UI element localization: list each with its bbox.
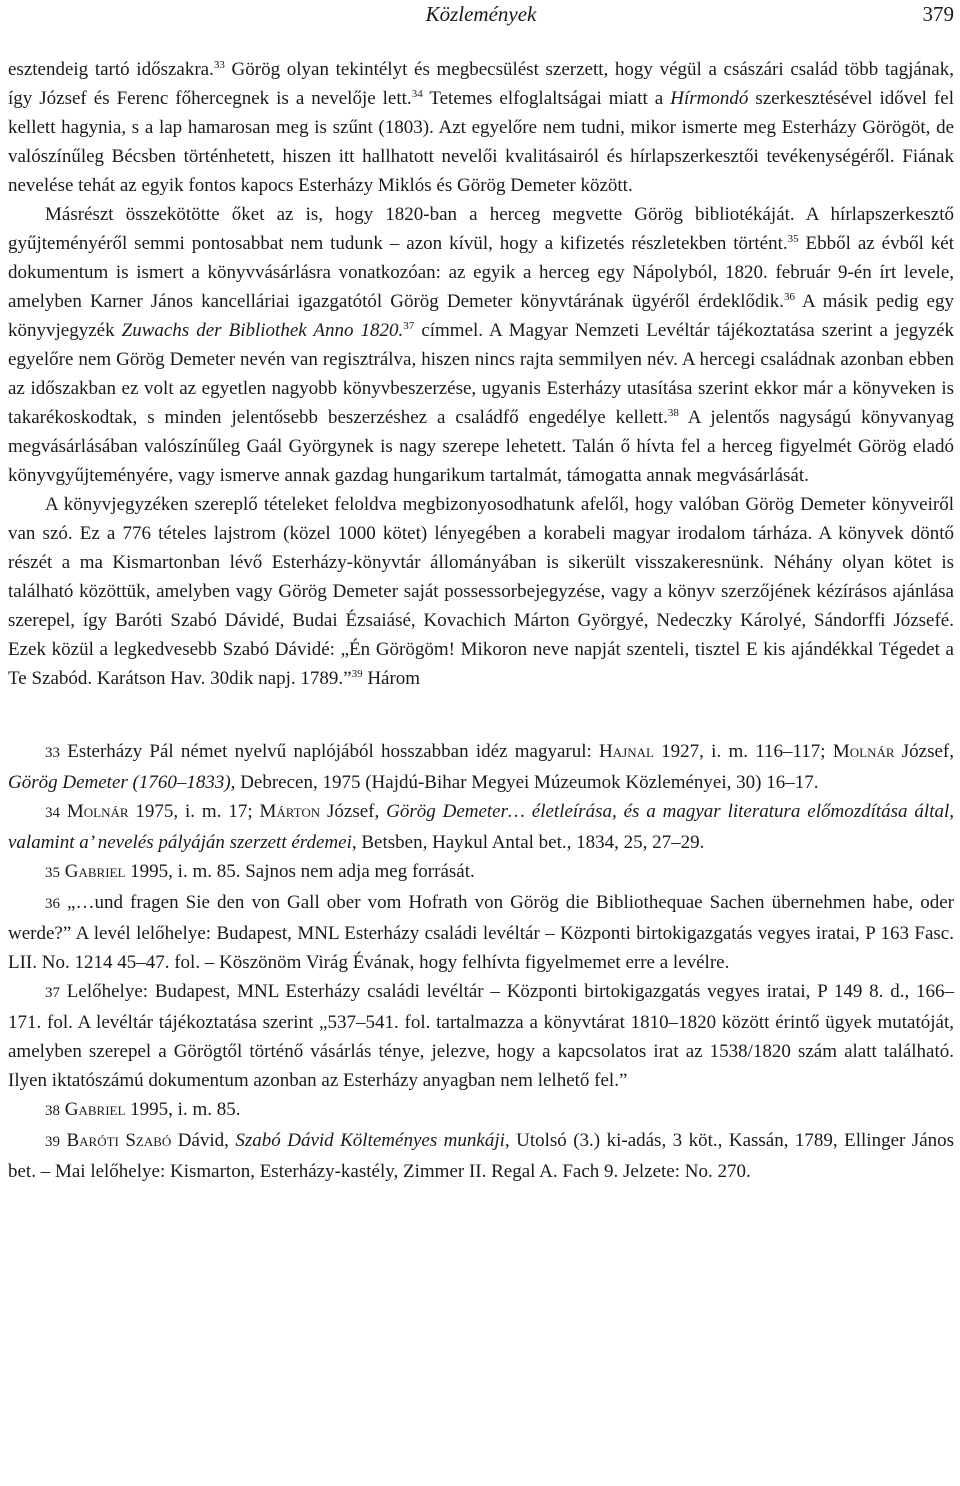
author-name: Hajnal bbox=[599, 741, 654, 762]
running-header bbox=[8, 0, 954, 28]
footnote-ref-35[interactable]: 35 bbox=[787, 233, 799, 245]
book-list-title: Zuwachs der Bibliothek Anno 1820. bbox=[121, 320, 404, 341]
footnote-37: 37 Lelőhelye: Budapest, MNL Esterházy családi levéltár – Központi birtokigazgatás vegyes iratai, P 149 8. d., 166–171. fol. A levéltár tájékoztatása szerint „537–541. fol. tartalmazza a könyvtárat 1810–1820 között érintő ügyek mutatóját, amelyben szerepel a Görögtől történő vásárlás ténye, jelezve, hogy a kapcsolatos irat az 1538/1820 szám alatt található. Ilyen iktatószámú dokumentum azonban az Esterházy anyagban nem lelhető fel.” bbox=[8, 981, 954, 1091]
author-name: Gabriel bbox=[64, 1099, 126, 1120]
footnote-36: 36 „…und fragen Sie den von Gall ober vom Hofrath von Görög die Bibliothequae Sachen übernehmen habe, oder werde?” A levél lelőhelye: Budapest, MNL Esterházy családi levéltár – Központi birtokigazgatás vegyes iratai, P 163 Fasc. LII. No. 1214 45–47. fol. – Köszönöm Virág Évának, hogy felhívta figyelmemet erre a levélre. bbox=[8, 892, 954, 973]
footnote-34: 34 Molnár 1975, i. m. 17; Márton József, Görög Demeter… életleírása, és a magyar literatura előmozdítása által, valamint a’ nevelés pályáján szerzett érdemei, Betsben, Haykul Antal bet., 1834, 25, 27–29. bbox=[8, 801, 955, 853]
page-number: 379 bbox=[922, 2, 954, 26]
periodical-title: Hírmondó bbox=[670, 88, 749, 109]
footnote-number: 39 bbox=[45, 1134, 60, 1150]
cited-title: Görög Demeter… életleírása, és a magyar literatura előmozdítása által, valamint a’ nevelés pályáján szerzett érdemei, bbox=[8, 801, 955, 853]
footnote-number: 36 bbox=[45, 896, 60, 912]
footnote-ref-37[interactable]: 37 bbox=[403, 320, 415, 332]
footnote-33: 33 Esterházy Pál német nyelvű naplójából hosszabban idéz magyarul: Hajnal 1927, i. m. 116–117; Molnár József, Görög Demeter (1760–1833), Debrecen, 1975 (Hajdú-Bihar Megyei Múzeumok Közleményei, 30) 16–17. bbox=[8, 741, 954, 793]
journal-page bbox=[8, 0, 954, 1186]
footnote-39: 39 Baróti Szabó Dávid, Szabó Dávid Költeményes munkáji, Utolsó (3.) ki-adás, 3 köt., Kassán, 1789, Ellinger János bet. – Mai lelőhelye: Kismarton, Esterházy-kastély, Zimmer II. Regal A. Fach 9. Jelzete: No. 270. bbox=[8, 1130, 955, 1182]
author-name: Márton bbox=[259, 801, 321, 822]
footnote-ref-33[interactable]: 33 bbox=[213, 59, 225, 71]
paragraph-1: esztendeig tartó időszakra.$^{33}$ Görög olyan tekintélyt és megbecsülést szerzett, hogy végül a császári család több tagjának, így József és Ferenc főhercegnek is a nevelője lett.$^{34}$ Tetemes elfoglaltságai miatt a Hírmondó szerkesztésével idővel fel kellett hagynia, s a lap hamarosan meg is szűnt (1803). Azt egyelőre nem tudni, mikor ismerte meg Esterházy Görögöt, de valószínűleg Bécsben történhetett, hiszen itt hallhatott nevelői kvalitásairól és hírlapszerkesztői tevékenységéről. Fiának nevelése tehát az egyik fontos kapocs Esterházy Miklós és Görög Demeter között. bbox=[8, 59, 954, 196]
footnote-35: 35 Gabriel 1995, i. m. 85. Sajnos nem adja meg forrását. bbox=[45, 861, 475, 882]
main-text bbox=[8, 55, 954, 693]
author-name: Molnár bbox=[832, 741, 895, 762]
footnote-38: 38 Gabriel 1995, i. m. 85. bbox=[45, 1099, 241, 1120]
paragraph-3: A könyvjegyzéken szereplő tételeket feloldva megbizonyosodhatunk afelől, hogy valóban Görög Demeter könyveiről van szó. Ez a 776 tételes lajstrom (közel 1000 kötet) lényegében a korabeli magyar irodalom tárháza. A könyvek döntő részét a ma Kismartonban lévő Esterházy-könyvtár állományában is sikerült visszakeresnünk. Néhány olyan kötet is található közöttük, amelyben vagy Görög Demeter saját possessorbejegyzése, vagy a könyv szerzőjének kézírásos ajánlása szerepel, így Baróti Szabó Dávidé, Budai Ézsaiásé, Kovachich Márton Györgyé, Nedeczky Károlyé, Sándorffi Józsefé. Ezek közül a legkedvesebb Szabó Dávidé: „Én Görögöm! Mikoron neve napját szenteli, tisztel E kis ajándékkal Tégedet a Te Szabód. Karátson Hav. 30dik napj. 1789.”$^{39}$ Három bbox=[8, 494, 954, 689]
paragraph-2: Másrészt összekötötte őket az is, hogy 1820-ban a herceg megvette Görög bibliotékáját. A hírlapszerkesztő gyűjteményéről semmi pontosabbat nem tudunk – azon kívül, hogy a kifizetés részletekben történt.$^{35}$ Ebből az évből két dokumentum is ismert a könyvvásárlásra vonatkozóan: az egyik a herceg egy Nápolyból, 1820. február 9-én írt levele, amelyben Karner János kancelláriai igazgatótól Görög Demeter könyvtárának ügyéről érdeklődik.$^{36}$ A másik pedig egy könyvjegyzék Zuwachs der Bibliothek Anno 1820.37 címmel. A Magyar Nemzeti Levéltár tájékoztatása szerint a jegyzék egyelőre nem Görög Demeter nevén van regisztrálva, hiszen nincs rajta semmilyen név. A hercegi családnak azonban ebben az időszakban ez volt az egyetlen nagyobb könyvbeszerzése, ugyanis Esterházy utasítása szerint ekkor már a könyveken is takarékoskodtak, s minden jelentősebb beszerzéshez a családfő engedélye kellett.$^{38}$ A jelentős nagyságú könyvanyag megvásárlásában valószínűleg Gaál Györgynek is nagy szerepe lehetett. Talán ő hívta fel a herceg figyelmét Görög eladó könyvgyűjteményére, vagy ismerve annak gazdag hungarikum tartalmát, támogatta annak megvásárlását. bbox=[8, 204, 954, 486]
footnote-number: 34 bbox=[45, 805, 60, 821]
footnote-ref-34[interactable]: 34 bbox=[411, 88, 423, 100]
author-name: Molnár bbox=[66, 801, 129, 822]
footnotes bbox=[8, 737, 954, 1186]
footnote-number: 35 bbox=[45, 865, 60, 881]
author-name: Gabriel bbox=[64, 861, 126, 882]
author-name: Baróti Szabó bbox=[66, 1130, 172, 1151]
cited-title: Szabó Dávid Költeményes munkáji, bbox=[235, 1130, 510, 1151]
section-title: Közlemények bbox=[425, 2, 537, 26]
footnote-number: 38 bbox=[45, 1103, 60, 1119]
cited-title: Görög Demeter (1760–1833), bbox=[8, 772, 236, 793]
footnote-number: 33 bbox=[45, 745, 60, 761]
footnote-ref-36[interactable]: 36 bbox=[784, 291, 795, 303]
footnote-number: 37 bbox=[45, 985, 60, 1001]
footnote-ref-38[interactable]: 38 bbox=[667, 407, 679, 419]
footnote-ref-39[interactable]: 39 bbox=[351, 668, 363, 680]
